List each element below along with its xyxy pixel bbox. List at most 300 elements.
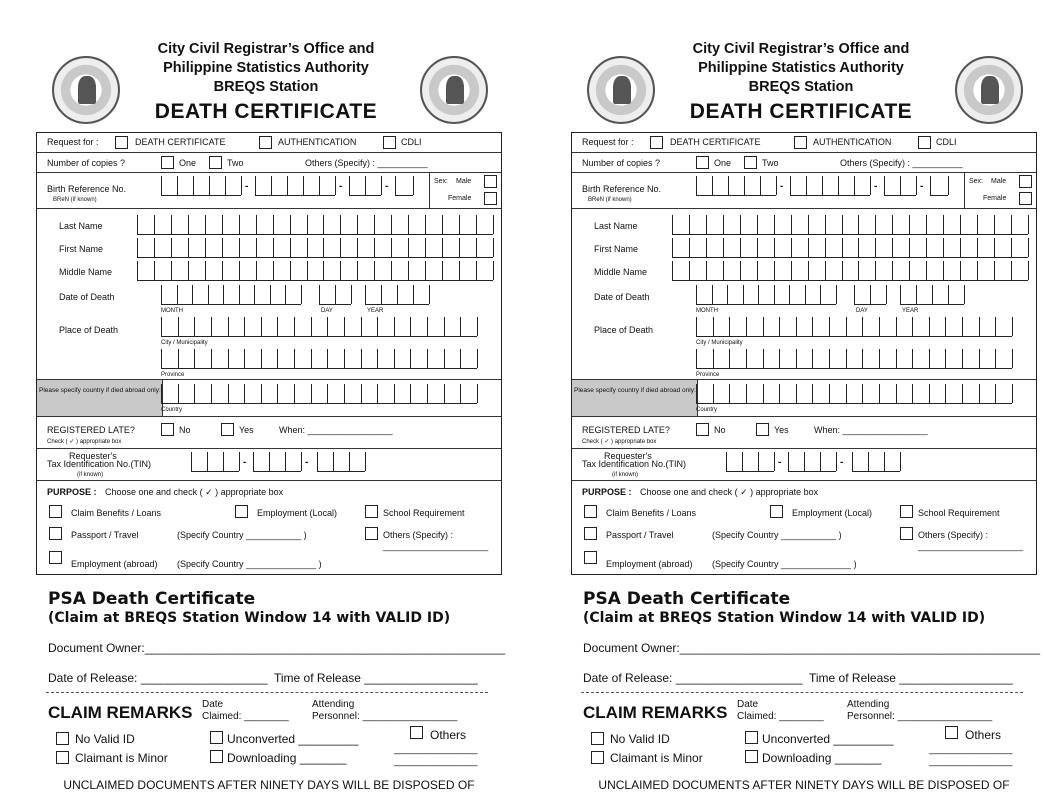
cell-divider	[929, 349, 930, 368]
cell-divider	[493, 238, 494, 257]
tin-segment-2[interactable]	[253, 452, 301, 472]
cell-divider	[822, 176, 823, 195]
cell-divider	[287, 176, 288, 195]
others-copies-field[interactable]: Others (Specify) : __________	[840, 158, 963, 168]
purpose-section	[572, 481, 1036, 574]
cell-divider	[892, 215, 893, 234]
others-remarks-label: Others	[965, 728, 1002, 742]
last-name-label: Last Name	[59, 221, 103, 231]
province-input[interactable]	[696, 349, 1012, 369]
country-input[interactable]	[696, 384, 1012, 404]
cell-divider	[995, 317, 996, 336]
form-header	[36, 0, 516, 130]
cdli-checkbox[interactable]	[918, 136, 931, 149]
cell-divider	[301, 285, 302, 304]
others-purpose-field[interactable]: _____________________	[383, 541, 489, 551]
city-label: City / Municipality	[161, 340, 208, 346]
cell-divider	[723, 261, 724, 280]
cell-divider	[294, 317, 295, 336]
tin-segment-3[interactable]	[852, 452, 900, 472]
cell-divider	[948, 176, 949, 195]
cell-divider	[758, 452, 759, 471]
employment-local-checkbox[interactable]	[235, 505, 248, 518]
cell-divider	[900, 452, 901, 471]
psa-title: PSA Death Certificate	[48, 589, 256, 609]
cell-divider	[1028, 238, 1029, 257]
registered-late-label: REGISTERED LATE?	[582, 425, 670, 435]
attending-personnel-field[interactable]: Personnel: _________________	[312, 711, 458, 722]
psa-title: PSA Death Certificate	[583, 589, 791, 609]
no-valid-id-checkbox[interactable]	[56, 732, 69, 745]
birth-reference-label: Birth Reference No.	[47, 184, 127, 194]
cell-divider	[323, 215, 324, 234]
cell-divider	[357, 238, 358, 257]
date-of-release-field[interactable]: Date of Release: ___________________	[48, 671, 268, 685]
cell-divider	[858, 238, 859, 257]
cell-divider	[444, 384, 445, 403]
cell-divider	[791, 238, 792, 257]
country-input[interactable]	[161, 384, 477, 404]
cell-divider	[493, 215, 494, 234]
male-label: Male	[456, 178, 472, 185]
country-label: Country	[696, 407, 718, 413]
date-label: Date	[737, 699, 759, 710]
cell-divider	[706, 215, 707, 234]
document-owner-field[interactable]: Document Owner:______________________________________________________	[583, 641, 1041, 655]
cell-divider	[239, 215, 240, 234]
claimant-minor-checkbox[interactable]	[56, 751, 69, 764]
unconverted-checkbox[interactable]	[210, 731, 223, 744]
date-of-release-field[interactable]: Date of Release: ___________________	[583, 671, 803, 685]
cell-divider	[858, 261, 859, 280]
cell-divider	[357, 261, 358, 280]
last-name-input[interactable]	[137, 215, 493, 235]
passport-checkbox[interactable]	[584, 527, 597, 540]
downloading-checkbox[interactable]	[210, 750, 223, 763]
two-copies-checkbox[interactable]	[209, 156, 222, 169]
cell-divider	[444, 317, 445, 336]
city-input[interactable]	[696, 317, 1012, 337]
downloading-checkbox[interactable]	[745, 750, 758, 763]
city-input[interactable]	[161, 317, 477, 337]
cell-divider	[340, 215, 341, 234]
attending-label: Attending	[847, 699, 890, 710]
cell-divider	[943, 238, 944, 257]
cell-divider	[177, 285, 178, 304]
cell-divider	[712, 285, 713, 304]
cell-divider	[713, 384, 714, 403]
day-label: DAY	[856, 308, 868, 314]
death-year-input[interactable]	[900, 285, 964, 305]
copies-row	[37, 153, 501, 173]
cell-divider	[244, 317, 245, 336]
psa-subtitle: (Claim at BREQS Station Window 14 with VALID ID)	[48, 610, 451, 626]
others-remarks-checkbox[interactable]	[410, 726, 423, 739]
cell-divider	[459, 261, 460, 280]
female-label: Female	[983, 195, 1007, 202]
tin-segment-1[interactable]	[191, 452, 239, 472]
time-of-release-field[interactable]: Time of Release _________________	[274, 671, 478, 685]
others-remarks-label: Others	[430, 728, 467, 742]
bren-segment-3[interactable]	[884, 176, 916, 196]
cell-divider	[979, 317, 980, 336]
cell-divider	[862, 349, 863, 368]
middle-name-label: Middle Name	[59, 267, 113, 277]
school-requirement-checkbox[interactable]	[900, 505, 913, 518]
death-month-input[interactable]	[161, 285, 301, 305]
purpose-section	[37, 481, 501, 574]
abroad-country-field[interactable]: (Specify Country ______________ )	[177, 559, 322, 569]
last-name-input[interactable]	[672, 215, 1028, 235]
cell-divider	[825, 215, 826, 234]
one-copy-checkbox[interactable]	[161, 156, 174, 169]
no-valid-id-checkbox[interactable]	[591, 732, 604, 745]
cell-divider	[896, 384, 897, 403]
claim-remarks-title: CLAIM REMARKS	[48, 703, 193, 722]
bren-segment-4[interactable]	[395, 176, 413, 196]
request-label: Request for :	[47, 137, 99, 147]
others-purpose-field[interactable]: _____________________	[918, 541, 1024, 551]
cell-divider	[273, 215, 274, 234]
cell-divider	[854, 176, 855, 195]
others-remarks-line-1[interactable]: _______________	[394, 744, 478, 755]
tin-segment-1[interactable]	[726, 452, 774, 472]
cell-divider	[192, 285, 193, 304]
death-day-input[interactable]	[854, 285, 886, 305]
others-copies-field[interactable]: Others (Specify) : __________	[305, 158, 428, 168]
cell-divider	[740, 238, 741, 257]
cell-divider	[222, 261, 223, 280]
cell-divider	[886, 285, 887, 304]
date-of-death-label: Date of Death	[594, 292, 650, 302]
middle-name-input[interactable]	[137, 261, 493, 281]
month-label: MONTH	[696, 308, 718, 314]
others-remarks-line-2[interactable]: _______________	[394, 756, 478, 767]
sex-label: Sex:	[434, 178, 449, 185]
first-name-label: First Name	[59, 244, 104, 254]
unconverted-checkbox[interactable]	[745, 731, 758, 744]
cell-divider	[294, 349, 295, 368]
date-claimed-field[interactable]: Claimed: ________	[202, 711, 289, 722]
death-certificate-checkbox[interactable]	[115, 136, 128, 149]
cell-divider	[256, 215, 257, 234]
cell-divider	[706, 238, 707, 257]
attending-personnel-field[interactable]: Personnel: _________________	[847, 711, 993, 722]
cell-divider	[943, 215, 944, 234]
cell-divider	[723, 238, 724, 257]
cell-divider	[397, 285, 398, 304]
downloading-label: Downloading _______	[227, 751, 347, 765]
cell-divider	[713, 349, 714, 368]
cell-divider	[796, 384, 797, 403]
place-of-death-label: Place of Death	[594, 325, 654, 335]
cell-divider	[381, 285, 382, 304]
cell-divider	[758, 285, 759, 304]
deceased-details	[37, 209, 501, 380]
cell-divider	[154, 238, 155, 257]
option-death-certificate: DEATH CERTIFICATE	[135, 137, 226, 147]
time-of-release-field[interactable]: Time of Release _________________	[809, 671, 1013, 685]
cell-divider	[294, 384, 295, 403]
cell-divider	[838, 176, 839, 195]
cell-divider	[912, 349, 913, 368]
others-remarks-line-1[interactable]: _______________	[929, 744, 1013, 755]
disposal-notice: UNCLAIMED DOCUMENTS AFTER NINETY DAYS WILL BE DISPOSED OF	[63, 778, 475, 792]
first-name-input[interactable]	[137, 238, 493, 258]
male-checkbox[interactable]	[1019, 175, 1032, 188]
bren-segment-1[interactable]	[161, 176, 241, 196]
date-label: Date	[202, 699, 224, 710]
tin-label-1: Requester's	[604, 451, 652, 461]
late-yes-checkbox[interactable]	[221, 423, 234, 436]
late-yes-label: Yes	[239, 425, 254, 435]
cell-divider	[442, 238, 443, 257]
cell-divider	[994, 238, 995, 257]
cut-line	[46, 692, 488, 693]
cell-divider	[311, 384, 312, 403]
option-authentication: AUTHENTICATION	[278, 137, 357, 147]
passport-country-field[interactable]: (Specify Country ___________ )	[712, 530, 842, 540]
death-year-input[interactable]	[365, 285, 429, 305]
cell-divider	[269, 452, 270, 471]
birth-reference-row: Birth Reference No. BReN (if known) - - - Sex: Male Female	[572, 173, 1036, 209]
passport-label: Passport / Travel	[71, 530, 139, 540]
cell-divider	[689, 261, 690, 280]
cell-divider	[277, 317, 278, 336]
province-input[interactable]	[161, 349, 477, 369]
employment-abroad-checkbox[interactable]	[584, 551, 597, 564]
cell-divider	[757, 261, 758, 280]
disposal-notice: UNCLAIMED DOCUMENTS AFTER NINETY DAYS WILL BE DISPOSED OF	[598, 778, 1010, 792]
cell-divider	[207, 452, 208, 471]
cell-divider	[351, 285, 352, 304]
late-when-field[interactable]: When: _________________	[814, 425, 928, 435]
tin-segment-2[interactable]	[788, 452, 836, 472]
first-name-input[interactable]	[672, 238, 1028, 258]
purpose-heading: PURPOSE :	[47, 487, 97, 497]
cell-divider	[460, 317, 461, 336]
school-requirement-label: School Requirement	[383, 508, 465, 518]
cell-divider	[896, 349, 897, 368]
cell-divider	[194, 317, 195, 336]
cell-divider	[960, 238, 961, 257]
cell-divider	[188, 238, 189, 257]
cell-divider	[476, 215, 477, 234]
cell-divider	[932, 285, 933, 304]
cell-divider	[425, 215, 426, 234]
cell-divider	[727, 285, 728, 304]
cell-divider	[746, 317, 747, 336]
purpose-instruction: Choose one and check ( ✓ ) appropriate box	[640, 487, 819, 497]
claim-benefits-label: Claim Benefits / Loans	[606, 508, 697, 518]
document-title: DEATH CERTIFICATE	[154, 100, 378, 123]
cell-divider	[374, 238, 375, 257]
others-remarks-line-2[interactable]: _______________	[929, 756, 1013, 767]
cell-divider	[689, 238, 690, 257]
school-requirement-checkbox[interactable]	[365, 505, 378, 518]
cell-divider	[476, 238, 477, 257]
cell-divider	[763, 317, 764, 336]
tin-label-2: Tax Identification No.(TIN)	[582, 459, 687, 469]
abroad-country-field[interactable]: (Specify Country ______________ )	[712, 559, 857, 569]
bren-segment-4[interactable]	[930, 176, 948, 196]
purpose-instruction: Choose one and check ( ✓ ) appropriate box	[105, 487, 284, 497]
cell-divider	[425, 238, 426, 257]
cell-divider	[757, 215, 758, 234]
cell-divider	[307, 238, 308, 257]
agency-name: City Civil Registrar’s Office and	[692, 41, 910, 57]
male-checkbox[interactable]	[484, 175, 497, 188]
cell-divider	[868, 452, 869, 471]
cell-divider	[779, 384, 780, 403]
cell-divider	[261, 384, 262, 403]
cell-divider	[228, 384, 229, 403]
date-claimed-field[interactable]: Claimed: ________	[737, 711, 824, 722]
cell-divider	[836, 285, 837, 304]
cell-divider	[774, 285, 775, 304]
employment-local-checkbox[interactable]	[770, 505, 783, 518]
cell-divider	[323, 238, 324, 257]
birth-reference-label: Birth Reference No.	[582, 184, 662, 194]
cell-divider	[740, 215, 741, 234]
agency-name: City Civil Registrar’s Office and	[157, 41, 375, 57]
death-day-input[interactable]	[319, 285, 351, 305]
late-when-field[interactable]: When: _________________	[279, 425, 393, 435]
cell-divider	[408, 215, 409, 234]
option-cdli: CDLI	[936, 137, 957, 147]
cell-divider	[806, 176, 807, 195]
cell-divider	[1012, 317, 1013, 336]
authentication-checkbox[interactable]	[259, 136, 272, 149]
cell-divider	[256, 261, 257, 280]
copies-label: Number of copies ?	[582, 158, 661, 168]
cell-divider	[808, 238, 809, 257]
cut-line	[581, 692, 1023, 693]
cell-divider	[842, 261, 843, 280]
cell-divider	[926, 261, 927, 280]
cell-divider	[977, 261, 978, 280]
cell-divider	[796, 349, 797, 368]
cell-divider	[303, 176, 304, 195]
cell-divider	[365, 176, 366, 195]
bren-sublabel: BReN (if known)	[588, 197, 632, 203]
others-purpose-label: Others (Specify) :	[918, 530, 989, 540]
bren-segment-2[interactable]	[255, 176, 335, 196]
document-owner-field[interactable]: Document Owner:______________________________________________________	[48, 641, 506, 655]
bren-segment-3[interactable]	[349, 176, 381, 196]
cell-divider	[962, 384, 963, 403]
cell-divider	[1012, 349, 1013, 368]
female-checkbox[interactable]	[1019, 192, 1032, 205]
cell-divider	[796, 317, 797, 336]
cell-divider	[1011, 261, 1012, 280]
middle-name-label: Middle Name	[594, 267, 648, 277]
year-label: YEAR	[902, 308, 919, 314]
claim-benefits-checkbox[interactable]	[584, 505, 597, 518]
cell-divider	[239, 238, 240, 257]
cell-divider	[301, 452, 302, 471]
employment-abroad-checkbox[interactable]	[49, 551, 62, 564]
cdli-checkbox[interactable]	[383, 136, 396, 149]
claim-benefits-checkbox[interactable]	[49, 505, 62, 518]
death-month-input[interactable]	[696, 285, 836, 305]
registered-late-label: REGISTERED LATE?	[47, 425, 135, 435]
bren-segment-2[interactable]	[790, 176, 870, 196]
one-copy-checkbox[interactable]	[696, 156, 709, 169]
others-purpose-checkbox[interactable]	[365, 527, 378, 540]
middle-name-input[interactable]	[672, 261, 1028, 281]
cell-divider	[774, 452, 775, 471]
claimant-minor-checkbox[interactable]	[591, 751, 604, 764]
bren-segment-1[interactable]	[696, 176, 776, 196]
cell-divider	[374, 215, 375, 234]
request-label: Request for :	[582, 137, 634, 147]
passport-country-field[interactable]: (Specify Country ___________ )	[177, 530, 307, 540]
cell-divider	[909, 238, 910, 257]
cell-divider	[1011, 238, 1012, 257]
cell-divider	[261, 317, 262, 336]
purpose-heading: PURPOSE :	[582, 487, 632, 497]
unconverted-label: Unconverted _________	[762, 732, 894, 746]
cell-divider	[211, 384, 212, 403]
cell-divider	[846, 349, 847, 368]
cell-divider	[875, 238, 876, 257]
cell-divider	[774, 261, 775, 280]
option-death-certificate: DEATH CERTIFICATE	[670, 137, 761, 147]
late-yes-checkbox[interactable]	[756, 423, 769, 436]
cell-divider	[377, 384, 378, 403]
passport-checkbox[interactable]	[49, 527, 62, 540]
cell-divider	[812, 349, 813, 368]
others-purpose-checkbox[interactable]	[900, 527, 913, 540]
cell-divider	[171, 238, 172, 257]
cell-divider	[1011, 215, 1012, 234]
female-checkbox[interactable]	[484, 192, 497, 205]
cell-divider	[476, 261, 477, 280]
cell-divider	[825, 238, 826, 257]
cell-divider	[870, 176, 871, 195]
cell-divider	[706, 261, 707, 280]
cell-divider	[477, 384, 478, 403]
others-remarks-checkbox[interactable]	[945, 726, 958, 739]
cell-divider	[862, 317, 863, 336]
cell-divider	[178, 384, 179, 403]
late-no-checkbox[interactable]	[161, 423, 174, 436]
cell-divider	[995, 384, 996, 403]
late-no-checkbox[interactable]	[696, 423, 709, 436]
cell-divider	[427, 349, 428, 368]
cell-divider	[154, 215, 155, 234]
death-certificate-checkbox[interactable]	[650, 136, 663, 149]
cell-divider	[825, 261, 826, 280]
cell-divider	[744, 176, 745, 195]
cell-divider	[377, 349, 378, 368]
two-copies-checkbox[interactable]	[744, 156, 757, 169]
cell-divider	[945, 349, 946, 368]
cell-divider	[879, 349, 880, 368]
tin-segment-3[interactable]	[317, 452, 365, 472]
cell-divider	[728, 176, 729, 195]
cell-divider	[820, 285, 821, 304]
cell-divider	[774, 238, 775, 257]
cell-divider	[256, 238, 257, 257]
authentication-checkbox[interactable]	[794, 136, 807, 149]
cell-divider	[319, 176, 320, 195]
unconverted-label: Unconverted _________	[227, 732, 359, 746]
cell-divider	[896, 317, 897, 336]
cell-divider	[327, 349, 328, 368]
cell-divider	[879, 317, 880, 336]
